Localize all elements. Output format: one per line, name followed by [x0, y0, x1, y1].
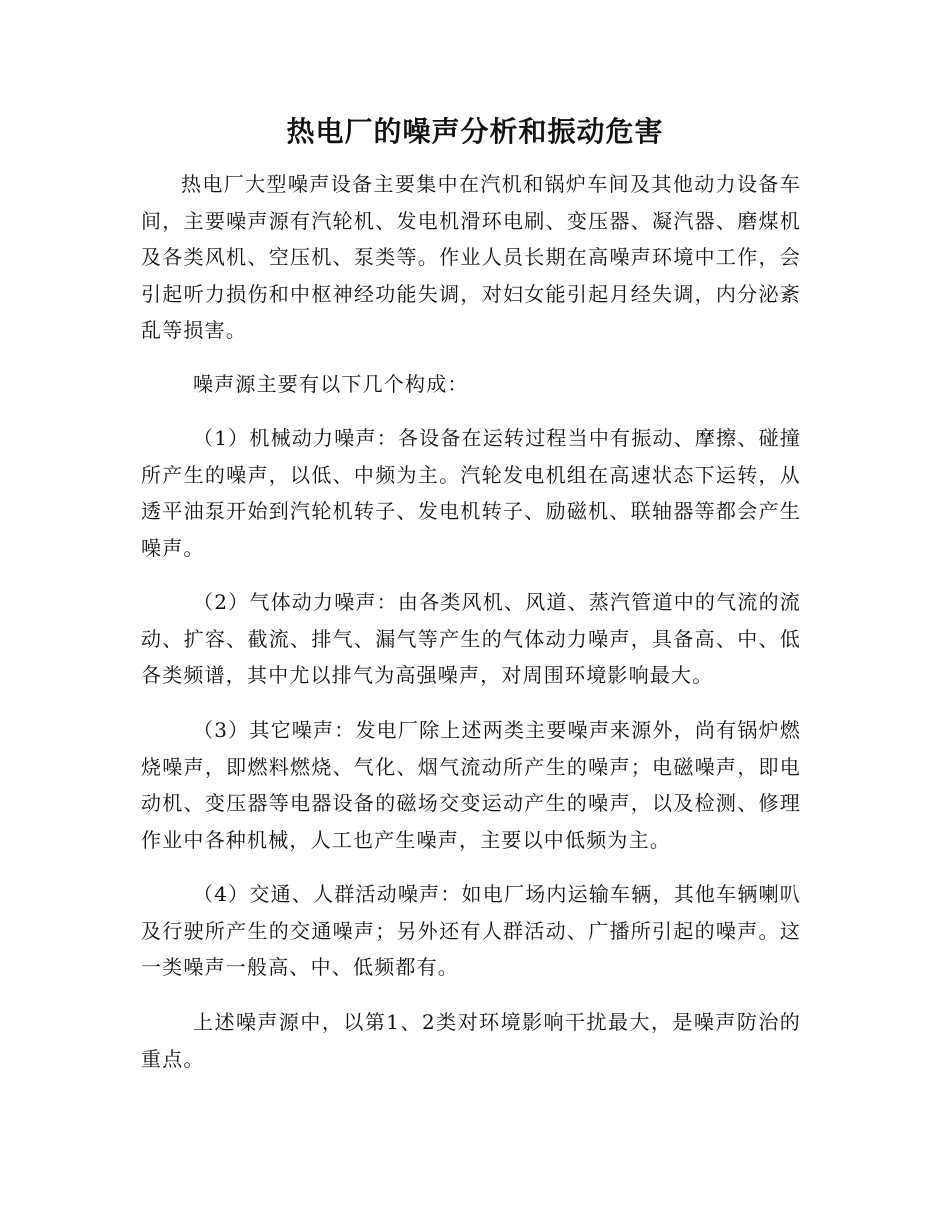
document-title: 热电厂的噪声分析和振动危害 — [286, 115, 664, 148]
paragraph-intro: 热电厂大型噪声设备主要集中在汽机和锅炉车间及其他动力设备车间，主要噪声源有汽轮机、发电机滑环电刷、变压器、凝汽器、磨煤机及各类风机、空压机、泵类等。作业人员长期在高噪声环境中工作，会引起听力损伤和中枢神经功能失调，对妇女能引起月经失调，内分泌紊乱等损害。 — [141, 172, 801, 342]
paragraph-other-noise: （3）其它噪声：发电厂除上述两类主要噪声来源外，尚有锅炉燃烧噪声，即燃料燃烧、气化、烟气流动所产生的噪声；电磁噪声，即电动机、变压器等电器设备的磁场交变运动产生的噪声，以及检测、修理作业中各种机械，人工也产生噪声，主要以中低频为主。 — [141, 718, 801, 852]
paragraph-traffic-noise: （4）交通、人群活动噪声：如电厂场内运输车辆，其他车辆喇叭及行驶所产生的交通噪声；另外还有人群活动、广播所引起的噪声。这一类噪声一般高、中、低频都有。 — [141, 882, 801, 979]
paragraph-aerodynamic-noise: （2）气体动力噪声：由各类风机、风道、蒸汽管道中的气流的流动、扩容、截流、排气、漏气等产生的气体动力噪声，具备高、中、低各类频谱，其中尤以排气为高强噪声，对周围环境影响最大。 — [141, 590, 801, 687]
paragraph-conclusion: 上述噪声源中，以第1、2类对环境影响干扰最大，是噪声防治的重点。 — [141, 1010, 801, 1071]
paragraph-mechanical-noise: （1）机械动力噪声：各设备在运转过程当中有振动、摩擦、碰撞所产生的噪声，以低、中频为主。汽轮发电机组在高速状态下运转，从透平油泵开始到汽轮机转子、发电机转子、励磁机、联轴器等都会产生噪声。 — [141, 426, 801, 560]
paragraph-lead: 噪声源主要有以下几个构成： — [193, 372, 469, 396]
